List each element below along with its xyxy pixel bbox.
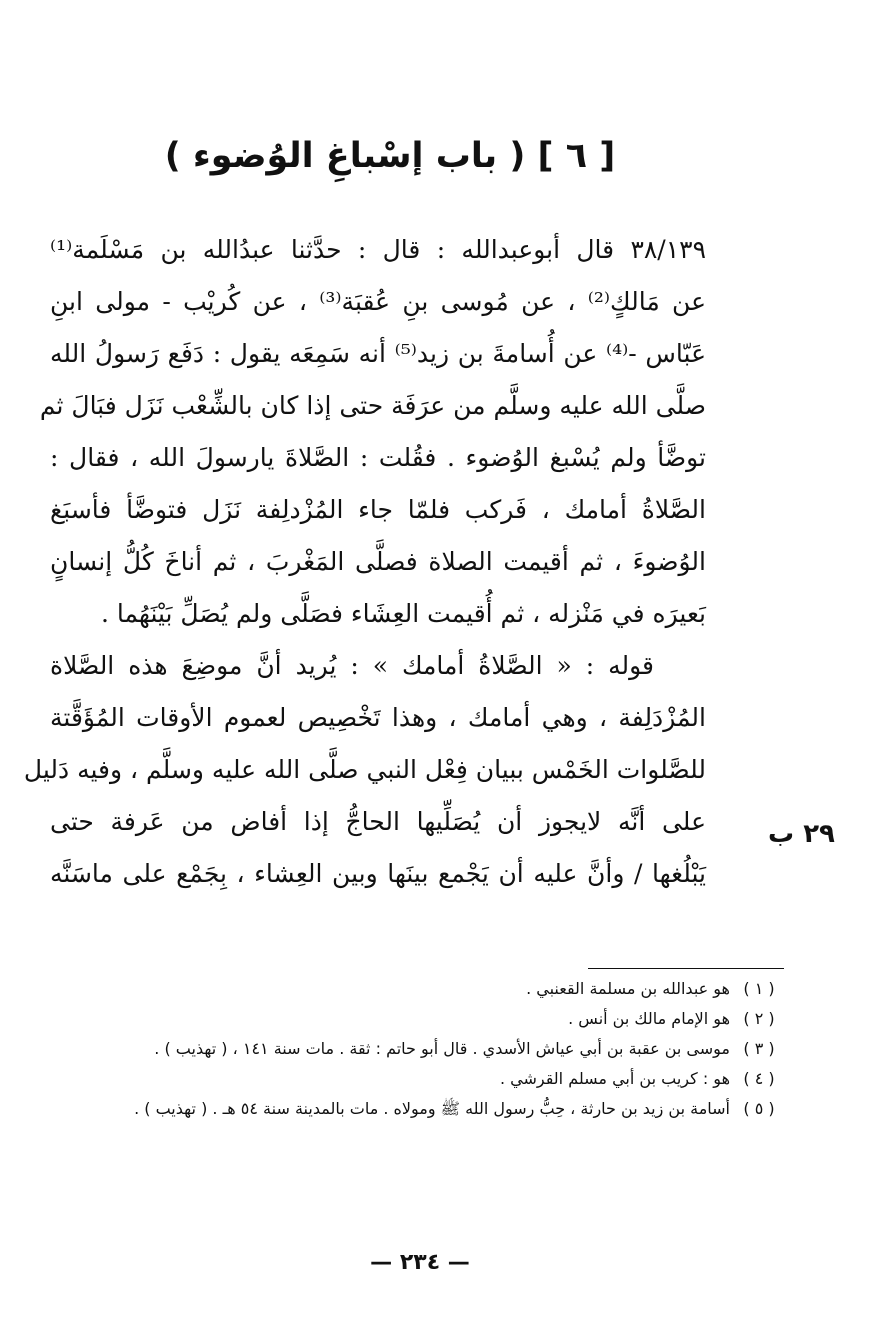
- manuscript-folio-marker: ٢٩ ب: [768, 819, 835, 849]
- text-line: صلَّى الله عليه وسلَّم من عرَفَة حتى إذا كان بالشِّعْب نَزَل فبَالَ ثم: [39, 391, 706, 420]
- footnote-text: هو الإمام مالك بن أنس .: [568, 1009, 730, 1028]
- text-line: عن مَالكٍ⁽²⁾ ، عن مُوسى بنِ عُقبَة⁽³⁾ ، عن كُريْب - مولى ابنِ: [50, 287, 707, 316]
- footnote: [28, 1064, 788, 1094]
- footnote-divider: [588, 968, 784, 969]
- footnotes: [28, 974, 788, 1124]
- footnote: [28, 1094, 788, 1124]
- text-line: عَبّاس -⁽⁴⁾ عن أُسامةَ بن زيد⁽⁵⁾ أنه سَمِعَه يقول : دَفَع رَسولُ الله: [50, 339, 706, 368]
- footnote-text: هو : كريب بن أبي مسلم القرشي .: [499, 1069, 730, 1088]
- page-number: — ٢٣٤ —: [370, 1250, 470, 1275]
- footnote-number: ( ٢ ): [743, 1009, 775, 1028]
- footnote: [28, 974, 788, 1004]
- text-line: توضَّأ ولم يُسْبغ الوُضوء . فقُلت : الصَّلاةَ يارسولَ الله ، فقال :: [50, 443, 706, 472]
- footnote-number: ( ٣ ): [743, 1039, 775, 1058]
- main-text: [23, 224, 707, 900]
- chapter-heading: [ ٦ ] ( باب إسْباغِ الوُضوء ): [164, 136, 616, 176]
- text-line: الوُضوءَ ، ثم أقيمت الصلاة فصلَّى المَغْربَ ، ثم أناخَ كُلُّ إنسانٍ: [50, 547, 706, 576]
- text-line: على أنَّه لايجوز أن يُصَلِّيها الحاجُّ إذا أفاض من عَرفة حتى: [50, 807, 706, 836]
- text-line: يَبْلُغها / وأنَّ عليه أن يَجْمع بينَها وبين العِشاء ، بِجَمْع على ماسَنَّه: [50, 859, 706, 888]
- text-line: للصَّلوات الخَمْس ببيان فِعْل النبي صلَّى الله عليه وسلَّم ، وفيه دَليل: [23, 755, 706, 784]
- footnote: [28, 1004, 788, 1034]
- text-line: ٣٨/١٣٩ قال أبوعبدالله : قال : حدَّثنا عبدُالله بن مَسْلَمة⁽¹⁾: [50, 235, 706, 264]
- footnote-text: أسامة بن زيد بن حارثة ، حِبُّ رسول الله ﷺ ومولاه . مات بالمدينة سنة ٥٤ هـ . ( تهذيب ) .: [134, 1099, 730, 1118]
- text-line: الصَّلاةُ أمامك ، فَركب فلمّا جاء المُزْدلِفة نَزَل فتوضَّأ فأسبَغ: [50, 495, 706, 524]
- footnote-number: ( ٥ ): [743, 1099, 775, 1118]
- text-line: قوله : « الصَّلاةُ أمامك » : يُريد أنَّ موضِعَ هذه الصَّلاة: [50, 651, 654, 680]
- footnote-text: موسى بن عقبة بن أبي عياش الأسدي . قال أبو حاتم : ثقة . مات سنة ١٤١ ، ( تهذيب ) .: [154, 1039, 730, 1058]
- footnote-number: ( ٤ ): [743, 1069, 775, 1088]
- footnote-text: هو عبدالله بن مسلمة القعنبي .: [526, 979, 730, 998]
- text-line: المُزْدَلِفة ، وهي أمامك ، وهذا تَخْصِيص لعموم الأوقات المُؤَقَّتة: [50, 703, 706, 732]
- footnote: [28, 1034, 788, 1064]
- footnote-number: ( ١ ): [743, 979, 775, 998]
- text-line: بَعيرَه في مَنْزله ، ثم أُقيمت العِشَاء فصَلَّى ولم يُصَلِّ بَيْنَهُما .: [100, 599, 706, 628]
